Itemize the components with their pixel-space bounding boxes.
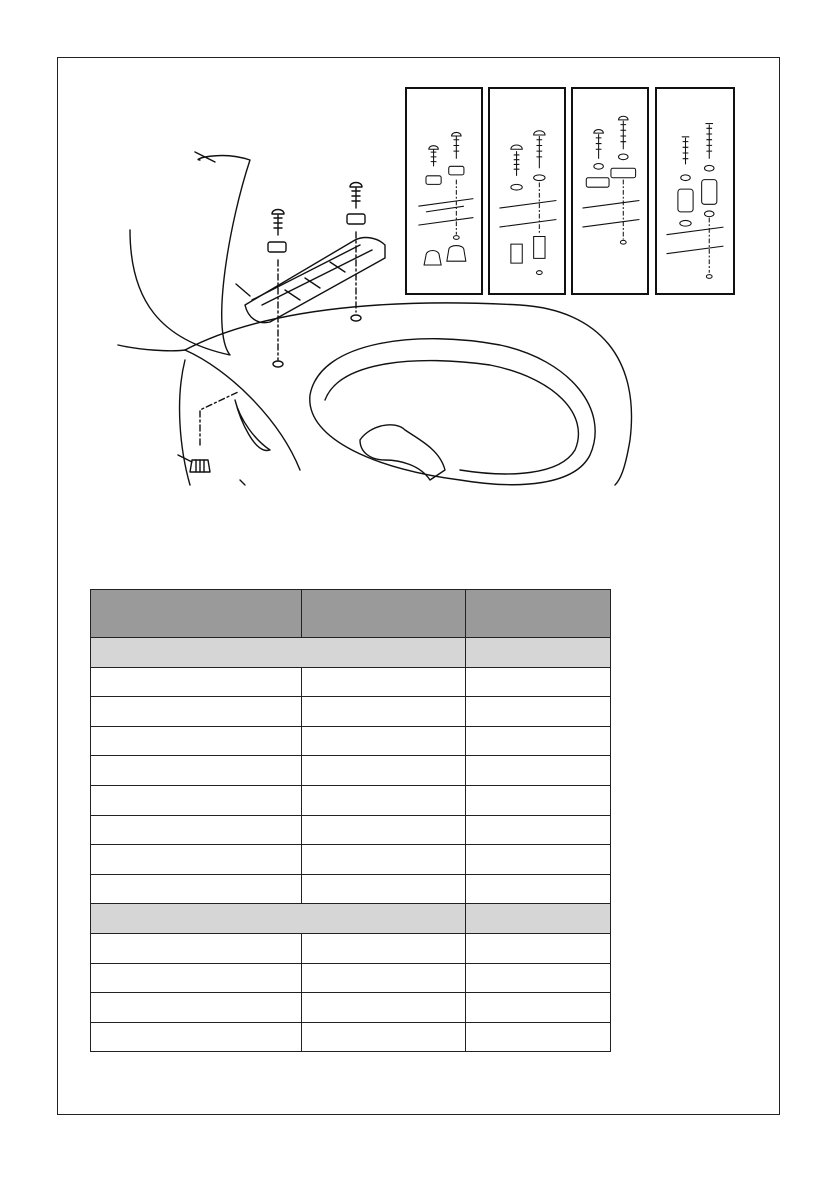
kit-b-drawing (490, 89, 564, 293)
table-header-cell (302, 590, 466, 638)
table-cell (302, 697, 466, 727)
table-cell (466, 815, 611, 845)
table-section-row (91, 638, 611, 668)
table-cell (302, 815, 466, 845)
table-cell (466, 963, 611, 993)
table-cell (91, 963, 302, 993)
table-row (91, 933, 611, 963)
table-cell (302, 785, 466, 815)
table-cell (302, 993, 466, 1023)
table-cell (91, 756, 302, 786)
table-row (91, 815, 611, 845)
table-header-row (91, 590, 611, 638)
table-cell (91, 785, 302, 815)
table-cell (466, 667, 611, 697)
kit-panel-a (405, 87, 483, 295)
kit-panel-b (488, 87, 566, 295)
table-cell (302, 726, 466, 756)
kit-panel-d (655, 87, 735, 295)
table-cell (302, 667, 466, 697)
table-section-row (91, 904, 611, 934)
table-cell (466, 1022, 611, 1052)
table-cell (91, 845, 302, 875)
wing-nut (178, 455, 210, 472)
section-label (91, 638, 466, 668)
kit-a-drawing (407, 89, 481, 293)
table-cell (302, 1022, 466, 1052)
table-row (91, 726, 611, 756)
toilet-bowl-rim (185, 303, 632, 485)
table-cell (466, 933, 611, 963)
table-cell (91, 993, 302, 1023)
section-aside (466, 904, 611, 934)
table-header-cell (91, 590, 302, 638)
table-cell (466, 993, 611, 1023)
table-cell (91, 874, 302, 904)
table-cell (302, 756, 466, 786)
table-cell (302, 963, 466, 993)
table-cell (91, 667, 302, 697)
screw-left (268, 210, 286, 253)
table-cell (466, 726, 611, 756)
table-cell (466, 697, 611, 727)
table-cell (466, 756, 611, 786)
kit-d-drawing (657, 89, 733, 293)
table-cell (466, 845, 611, 875)
table-cell (91, 1022, 302, 1052)
table-row (91, 667, 611, 697)
kit-c-drawing (573, 89, 647, 293)
table-cell (91, 697, 302, 727)
toilet-tank (130, 156, 250, 355)
table-cell (302, 845, 466, 875)
table-row (91, 1022, 611, 1052)
table-row (91, 874, 611, 904)
table-row (91, 697, 611, 727)
screw-right (347, 183, 365, 225)
table-row (91, 845, 611, 875)
table-cell (302, 874, 466, 904)
table-cell (91, 815, 302, 845)
table-header-cell (466, 590, 611, 638)
table-row (91, 963, 611, 993)
section-label (91, 904, 466, 934)
kit-panel-c (571, 87, 649, 295)
table-cell (91, 933, 302, 963)
table-cell (302, 933, 466, 963)
table-row (91, 785, 611, 815)
mounting-bracket (245, 238, 385, 323)
table-row (91, 993, 611, 1023)
specification-table (90, 589, 611, 1052)
table-cell (91, 726, 302, 756)
table-cell (466, 874, 611, 904)
section-aside (466, 638, 611, 668)
table-row (91, 756, 611, 786)
table-cell (466, 785, 611, 815)
